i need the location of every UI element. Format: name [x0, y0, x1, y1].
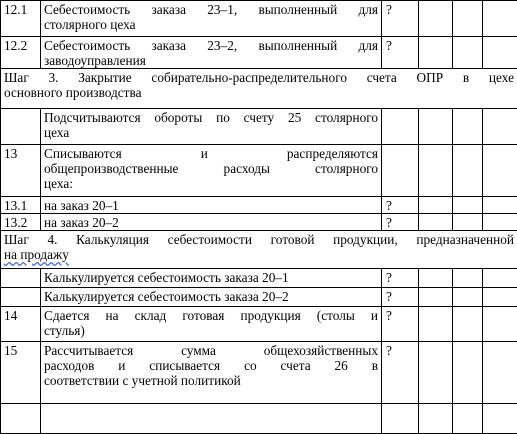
empty-cell	[419, 269, 453, 288]
row-description: Рассчитывается сумма общехозяйственных расходов и списывается со счета 26 в соответствии с учетной политикой	[41, 342, 382, 404]
empty-cell	[419, 109, 453, 145]
table-row	[1, 288, 517, 307]
answer-cell: ?	[382, 269, 419, 288]
row-number	[1, 288, 41, 307]
table-row	[1, 342, 517, 404]
empty-cell	[483, 404, 517, 434]
empty-cell	[483, 37, 517, 69]
row-number: 13	[1, 145, 41, 197]
empty-cell	[419, 342, 453, 404]
empty-cell	[483, 109, 517, 145]
empty-cell	[419, 288, 453, 307]
answer-cell	[382, 145, 419, 197]
table-row	[1, 145, 517, 197]
table-row	[1, 197, 517, 214]
step-header-row	[1, 69, 517, 109]
empty-cell	[453, 269, 483, 288]
answer-cell: ?	[382, 1, 419, 37]
row-number: 12.2	[1, 37, 41, 69]
empty-cell	[483, 288, 517, 307]
row-description: Себестоимость заказа 23–2, выполненный для заводоуправления	[41, 37, 382, 69]
empty-cell	[453, 197, 483, 214]
answer-cell: ?	[382, 37, 419, 69]
empty-cell	[453, 288, 483, 307]
empty-cell	[483, 197, 517, 214]
empty-cell	[483, 214, 517, 231]
row-description: Подсчитываются обороты по счету 25 столярного цеха	[41, 109, 382, 145]
row-number: 14	[1, 307, 41, 342]
answer-cell: ?	[382, 288, 419, 307]
step-header-row	[1, 231, 517, 269]
row-description: Себестоимость заказа 23–1, выполненный для столярного цеха	[41, 1, 382, 37]
empty-cell	[41, 404, 382, 434]
empty-cell	[453, 109, 483, 145]
empty-cell	[483, 307, 517, 342]
row-number	[1, 269, 41, 288]
empty-cell	[453, 307, 483, 342]
empty-cell	[419, 404, 453, 434]
table-row	[1, 404, 517, 434]
row-number: 12.1	[1, 1, 41, 37]
answer-cell: ?	[382, 307, 419, 342]
empty-cell	[453, 342, 483, 404]
row-description: Калькулируется себестоимость заказа 20–2	[41, 288, 382, 307]
step-3-title: Шаг 3. Закрытие собирательно-распределительного счета ОПР в цехе основного производства	[1, 69, 517, 109]
empty-cell	[483, 342, 517, 404]
step-4-title: Шаг 4. Калькуляция себестоимости готовой продукции, предназначенной на продажу	[1, 231, 517, 269]
answer-cell: ?	[382, 197, 419, 214]
empty-cell	[483, 269, 517, 288]
empty-cell	[419, 307, 453, 342]
row-number	[1, 109, 41, 145]
table-row	[1, 1, 517, 37]
empty-cell	[382, 404, 419, 434]
table-row	[1, 269, 517, 288]
empty-cell	[1, 404, 41, 434]
empty-cell	[419, 37, 453, 69]
row-description: на заказ 20–2	[41, 214, 382, 231]
row-number: 13.2	[1, 214, 41, 231]
empty-cell	[453, 37, 483, 69]
answer-cell: ?	[382, 342, 419, 404]
empty-cell	[419, 145, 453, 197]
empty-cell	[419, 214, 453, 231]
answer-cell	[382, 109, 419, 145]
empty-cell	[419, 197, 453, 214]
row-description: Сдается на склад готовая продукция (столы и стулья)	[41, 307, 382, 342]
empty-cell	[453, 145, 483, 197]
empty-cell	[453, 1, 483, 37]
answer-cell: ?	[382, 214, 419, 231]
table-row	[1, 109, 517, 145]
table-row	[1, 37, 517, 69]
row-number: 15	[1, 342, 41, 404]
row-description: на заказ 20–1	[41, 197, 382, 214]
row-description: Списываются и распределяются общепроизводственные расходы столярного цеха:	[41, 145, 382, 197]
empty-cell	[483, 145, 517, 197]
step-4-title-line2: на продажу	[4, 247, 69, 262]
empty-cell	[483, 1, 517, 37]
table-row	[1, 214, 517, 231]
empty-cell	[453, 214, 483, 231]
table-row	[1, 307, 517, 342]
row-description: Калькулируется себестоимость заказа 20–1	[41, 269, 382, 288]
empty-cell	[419, 1, 453, 37]
row-number: 13.1	[1, 197, 41, 214]
empty-cell	[453, 404, 483, 434]
